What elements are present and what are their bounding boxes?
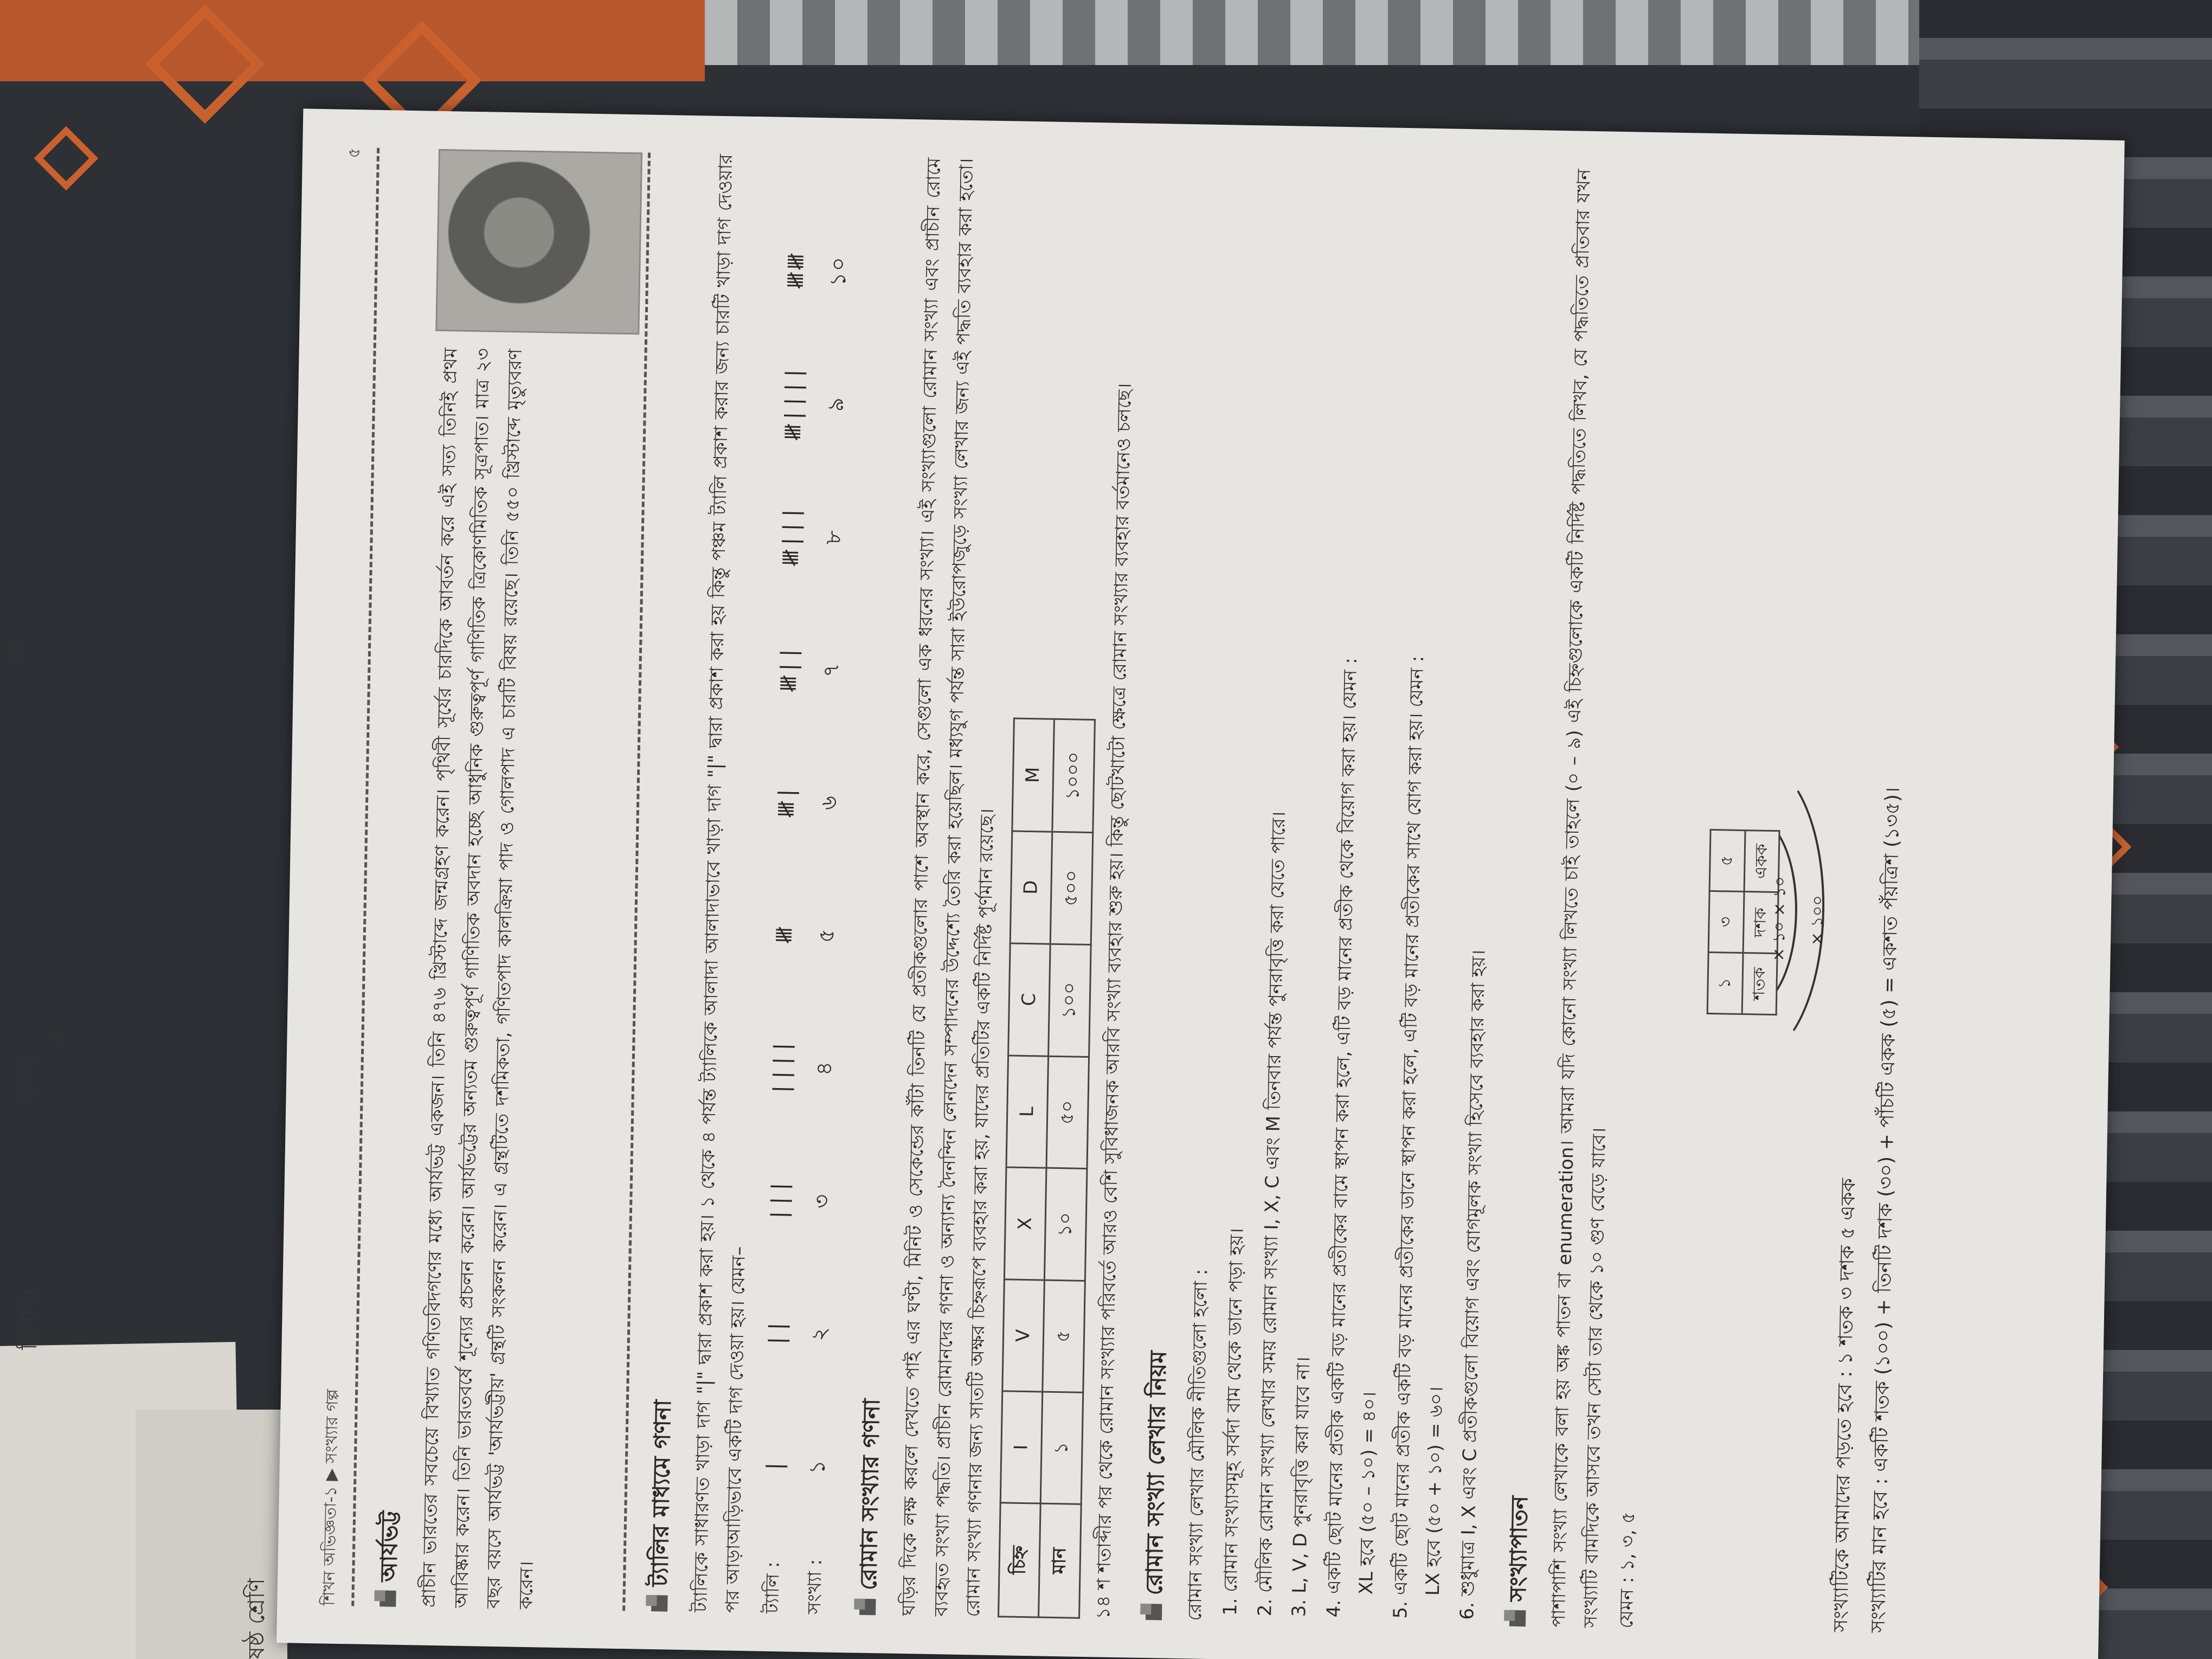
left-page-word: মূলক	[15, 1054, 42, 1101]
roman-value-cell: ১০০	[1049, 944, 1091, 1057]
roman-symbol-cell: M	[1012, 718, 1054, 832]
enumeration-value-line: সংখ্যাটির মান হবে : একটি শতক (১০০) + তিনটি দশক (৩০) + পাঁচটি একক (৫) = একশত পঁয়ত্রিশ (১৩৫)।	[1867, 787, 1904, 1633]
section-title: রোমান সংখ্যার গণনা	[854, 1398, 885, 1591]
roman-symbol-cell: L	[1006, 1056, 1049, 1168]
section-title: ট্যালির মাধ্যমে গণনা	[646, 1399, 676, 1587]
tally-text: ট্যালিকে সাধারণত খাড়া দাগ "|" দ্বারা প্রকাশ করা হয়। ১ থেকে ৪ পর্যন্ত ট্যালিকে আলাদা আলাদাভাবে খাড়া দাগ "|" দ্বারা প্রকাশ করা হয় কিন্তু পঞ্চম ট্যালি প্রকাশ করার জন্য চারটি খাড়া দাগ দেওয়ার পর আড়াআড়িভাবে একটি দাগ দেওয়া হয়। যেমন–	[689, 153, 750, 1613]
cloth-stripe-orange	[0, 0, 705, 81]
aryabhata-portrait	[435, 149, 642, 335]
left-page-class-label: ষষ্ঠ শ্রেণি	[243, 1578, 269, 1659]
tally-number: ২	[807, 1326, 832, 1342]
rules-list	[1214, 163, 1509, 1621]
enumeration-text: পাশাপাশি সংখ্যা লেখাকে বলা হয় অঙ্ক পাতন বা enumeration। আমরা যদি কোনো সংখ্যা লিখতে চাই তাহলে (০ – ৯) এই চিহ্নগুলোকে একটি নির্দিষ্ট পদ্ধতিতে লিখব, যে পদ্ধতিতে প্রতিবার যখন সংখ্যাটি বামদিকে আসবে তখন সেটা তার থেকে ১০ গুণ বেড়ে যাবে।	[1547, 169, 1610, 1628]
tally-number: ৬	[816, 794, 841, 811]
table-header-cell: মান	[1039, 1503, 1081, 1618]
arc-big-label: × ১০০	[1807, 895, 1828, 946]
left-page-word: ধ্য	[4, 642, 31, 661]
roman-after-text: ১৪ শ শতাব্দীর পর থেকে রোমান সংখ্যার পরিবর্তে আরও বেশি সুবিধাজনক আরবি সংখ্যা ব্যবহার শুরু হয়। কিন্তু ছোটখাটো ক্ষেত্রে রোমান সংখ্যার ব্যবহার বর্তমানেও চলছে।	[1092, 383, 1136, 1619]
place-cell: একক	[1744, 831, 1779, 892]
page-content	[315, 147, 1924, 1634]
tally-mark: ||	[764, 1319, 790, 1348]
roman-value-cell: ১০০০	[1052, 719, 1095, 832]
digit-cell: ৫	[1709, 829, 1745, 891]
roman-value-cell: ১০	[1044, 1168, 1086, 1281]
page-number: ৫	[344, 147, 364, 158]
section-bullet-icon	[1509, 1610, 1526, 1627]
tally-mark: 𝍸𝍸	[783, 251, 809, 290]
tally-number: ৭	[818, 661, 844, 678]
roman-symbol-cell: V	[1002, 1279, 1044, 1392]
list-item: 2. মৌলিক রোমান সংখ্যা লেখার সময় রোমান সংখ্যা I, X, C এবং M তিনবার পর্যন্ত পুনরাবৃত্তি করা যেতে পারে।	[1249, 164, 1306, 1593]
rule-example: XL হবে (৫০ – ১০) = ৪০।	[1355, 1391, 1381, 1595]
table-row	[1707, 829, 1745, 1014]
tally-row-label: ট্যালি :	[761, 1561, 784, 1614]
left-page-word: ৫	[42, 1031, 69, 1046]
tally-number: ৯	[823, 396, 848, 412]
tally-mark: 𝍸	[771, 924, 797, 944]
book-page	[276, 108, 2125, 1659]
section-bullet-icon	[1146, 1604, 1162, 1621]
roman-symbol-cell: I	[1000, 1391, 1043, 1503]
tally-mark: 𝍸|||	[778, 505, 805, 567]
roman-value-cell: ১	[1040, 1392, 1083, 1504]
tally-mark: |||	[767, 1179, 793, 1222]
enumeration-example: যেমন : ১, ৩, ৫	[1615, 1512, 1639, 1629]
tally-mark: 𝍸||||	[780, 365, 807, 441]
roman-value-cell: ৫	[1043, 1280, 1085, 1392]
tally-mark: ||||	[769, 1039, 795, 1096]
roman-symbol-cell: C	[1008, 943, 1050, 1056]
table-header-cell: চিহ্ন	[998, 1503, 1040, 1617]
arc-small-label: × ১০ × ১০	[1769, 876, 1790, 962]
header-chapter: শিখন অভিজ্ঞতা-১ ▶ সংখ্যার গল্প	[319, 1388, 343, 1606]
roman-symbol-table	[998, 717, 1096, 1618]
roman-value-cell: ৫০০	[1050, 832, 1092, 944]
digit-cell: ৩	[1708, 891, 1744, 953]
list-item: 3. L, V, D পুনরাবৃত্তি করা যাবে না।	[1284, 164, 1341, 1594]
rule-example: LX হবে (৫০ + ১০) = ৬০।	[1422, 1386, 1448, 1596]
tally-mark: |	[762, 1458, 788, 1473]
section-bullet-icon	[380, 1590, 396, 1607]
rules-intro: রোমান সংখ্যা লেখার মৌলিক নীতিগুলো হলো :	[1184, 1269, 1212, 1621]
roman-text: ঘড়ির দিকে লক্ষ করলে দেখতে পাই এর ঘণ্টা, মিনিট ও সেকেন্ডের কাঁটা তিনটি যে প্রতীকগুলোর পাশে অবস্থান করে, সেগুলো এক ধরনের সংখ্যা। এই সংখ্যাগুলো রোমান সংখ্যা এবং প্রাচীন রোমে ব্যবহৃত সংখ্যা পদ্ধতি। প্রাচীন রোমানদের গণনা ও অন্যান্য দৈনন্দিন লেনদেন সম্পাদনের উদ্দেশ্যে তৈরি করা হয়েছিল। মধ্যযুগ পর্যন্ত সারা ইউরোপজুড়ে সংখ্যা লেখার জন্য এই পদ্ধতি ব্যবহার করা হতো। রোমান সংখ্যা গণনার জন্য সাতটি অক্ষর চিহ্নরূপে ব্যবহার করা হয়, যাদের প্রতিটির একটি নির্দিষ্ট পূর্ণমান রয়েছে।	[898, 157, 999, 1617]
section-bullet-icon	[859, 1599, 876, 1616]
list-item: 6. শুধুমাত্র I, X এবং C প্রতীকগুলো বিয়োগ এবং যোগমূলক সংখ্যা হিসেবে ব্যবহার করা হয়।	[1451, 167, 1508, 1597]
tally-number: ৮	[821, 529, 846, 545]
digit-cell: ১	[1707, 952, 1742, 1014]
tally-number: ১	[805, 1458, 830, 1475]
enumeration-read-line: সংখ্যাটিকে আমাদের পড়তে হবে : ১ শতক ৩ দশক ৫ একক	[1829, 1178, 1860, 1632]
tally-number: ১০	[825, 255, 851, 287]
tally-number: ৫	[814, 927, 839, 943]
roman-symbol-cell: X	[1004, 1167, 1046, 1280]
left-page-word: হিসার।	[15, 1289, 42, 1350]
tally-row-label: সংখ্যা :	[803, 1559, 826, 1615]
rule-text: একটি ছোট মানের প্রতীক একটি বড় মানের প্রতীকের বামে স্থাপন করা হলে, এটি বড় মানের প্রতীক থেকে বিয়োগ করা হয়। যেমন :	[1323, 657, 1361, 1594]
section-bullet-icon	[651, 1595, 668, 1612]
aryabhata-text: প্রাচীন ভারতের সবচেয়ে বিখ্যাত গণিতবিদগণের মধ্যে আর্যভট্ট একজন। তিনি ৪৭৬ খ্রিস্টাব্দে জন্মগ্রহণ করেন। পৃথিবী সূর্যের চারদিকে আবর্তন করে এই সত্য তিনিই প্রথম আবিষ্কার করেন। তিনি ভারতবর্ষে শূন্যের প্রচলন করেন। আর্যভট্টের অন্যতম গুরুত্বপূর্ণ গাণিতিক অবদান হচ্ছে আধুনিক গুরুত্বপূর্ণ গাণিতিক ত্রিকোণমিতিক সূত্রপাত। মাত্র ২৩ বছর বয়সে আর্যভট্ট 'আর্যভট্টীয়' গ্রন্থটি সংকলন করেন। এ গ্রন্থটিতে দশমিকতা, গণিতপাদ কালক্রিয়া পাদ ও গোলপাদ এ চারটি বিষয় রয়েছে। তিনি ৫৫০ খ্রিস্টাব্দে মৃত্যুবরণ করেন।	[418, 347, 538, 1610]
tally-number: ৪	[811, 1060, 837, 1076]
tally-number: ৩	[809, 1193, 835, 1209]
roman-symbol-cell: D	[1010, 831, 1052, 944]
section-title: সংখ্যাপাতন	[1504, 1495, 1533, 1602]
place-cell: শতক	[1742, 953, 1777, 1015]
section-title: আর্যভট্ট	[375, 1510, 403, 1583]
rule-text: একটি ছোট মানের প্রতীক একটি বড় মানের প্রতীকের ডানে স্থাপন করা হলে, এটি বড় মানের প্রতীকের সাথে যোগ করা হয়। যেমন :	[1390, 655, 1428, 1596]
place-cell: দশক	[1743, 892, 1778, 954]
tally-mark: 𝍸|	[774, 785, 800, 819]
tally-mark: 𝍸||	[776, 645, 802, 693]
list-item: 1. রোমান সংখ্যাসমূহ সর্বদা বাম থেকে ডানে পড়া হয়।	[1215, 163, 1272, 1593]
page-header	[315, 147, 369, 1606]
section-title: রোমান সংখ্যা লেখার নিয়ম	[1140, 1350, 1172, 1596]
roman-value-cell: ৫০	[1046, 1056, 1089, 1169]
place-value-diagram	[1665, 710, 1834, 1092]
